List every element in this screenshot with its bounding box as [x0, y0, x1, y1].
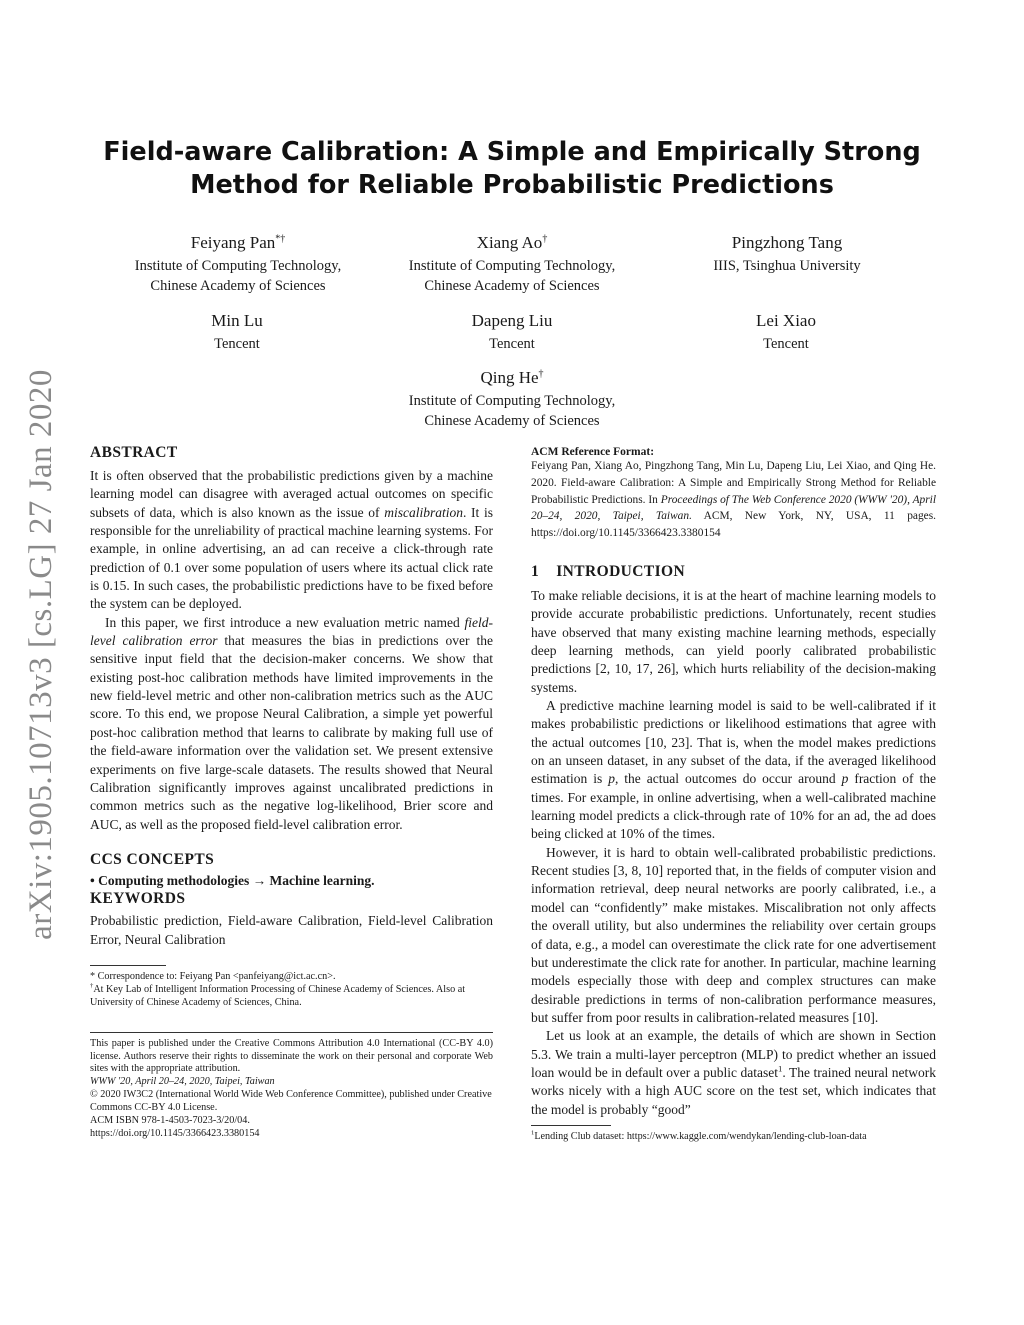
intro-paragraph: A predictive machine learning model is said to be well-calibrated if it makes probabilistic predictions or likelihood estimations that agree with the actual outcomes [10, 23]. That is, when the model makes predictions on an unseen dataset, in any subset of the data, if the averaged likelihood estimation is p, the actual outcomes do occur around p fraction of the times. For example, in online advertising, when a well-calibrated machine learning model predicts a click-through rate of 10% for an ad, the ad does being clicked at 10% of the times. [531, 698, 936, 842]
isbn-line: ACM ISBN 978-1-4503-7023-3/20/04. [90, 1115, 250, 1127]
author-name: Xiang Ao† [476, 233, 548, 252]
author-block [98, 232, 378, 296]
title-line-2: Method for Reliable Probabilistic Predictions [190, 170, 834, 200]
author-block [372, 232, 652, 296]
introduction-heading: 1 INTRODUCTION [531, 562, 686, 580]
right-column [531, 446, 936, 1144]
license-block [90, 1038, 493, 1141]
paper-title [100, 136, 924, 202]
abstract-paragraph: In this paper, we first introduce a new evaluation metric named field-level calibration error that measures the bias in predictions over the sensitive input field that the decision-maker concerns. We show that existing post-hoc calibration methods have limited improvements in the new field-level metric and other non-calibration metrics such as the AUC score. To this end, we propose Neural Calibration, a simple yet powerful post-hoc calibration method that learns to calibrate by making full use of the field-aware information over the validation set. We present extensive experiments on five large-scale datasets. The results showed that Neural Calibration significantly improves against uncalibrated predictions in common metrics such as the negative log-likelihood, Brier score and AUC, as well as the proposed field-level calibration error. [90, 614, 493, 832]
author-name: Dapeng Liu [471, 311, 553, 330]
acm-reference-heading: ACM Reference Format: [531, 446, 655, 458]
keywords-heading: KEYWORDS [90, 890, 186, 908]
author-affiliation: Chinese Academy of Sciences [150, 278, 326, 294]
author-affiliation: Chinese Academy of Sciences [424, 278, 600, 294]
ccs-text: • Computing methodologies → Machine learning. [90, 872, 375, 888]
intro-paragraph: Let us look at an example, the details of which are shown in Section 5.3. We train a multi-layer perceptron (MLP) to predict whether an issued loan would be in default over a public dataset$^1$. The trained neural network works nicely with a high AUC score on the test set, which indicates that the model is probably “good” [531, 1028, 936, 1117]
author-affiliation: Institute of Computing Technology, [134, 258, 342, 274]
abstract-paragraph: It is often observed that the probabilistic predictions given by a machine learning model can disagree with averaged actual outcomes on specific subsets of data, which is also known as the issue of miscalibration. It is responsible for the unreliability of practical machine learning systems. For example, in online advertising, an ad can receive a click-through rate prediction of 0.1 over some population of users where its actual click rate is 0.15. In such cases, the probabilistic predictions have to be fixed before the system can be deployed. [90, 468, 493, 612]
author-block [372, 367, 652, 431]
author-block [97, 310, 377, 354]
author-affiliation: Tencent [763, 336, 809, 352]
arxiv-stamp-text: arXiv:1905.10713v3 [cs.LG] 27 Jan 2020 [22, 369, 59, 940]
author-affiliation: Chinese Academy of Sciences [424, 413, 600, 429]
author-affiliation: Institute of Computing Technology, [408, 393, 616, 409]
author-affiliation: Institute of Computing Technology, [408, 258, 616, 274]
keywords-text: Probabilistic prediction, Field-aware Calibration, Field-level Calibration Error, Neural Calibration [90, 913, 493, 947]
author-affiliation: Tencent [489, 336, 535, 352]
license-rule [90, 1032, 493, 1033]
intro-paragraph: However, it is hard to obtain well-calibrated probabilistic predictions. Recent studies [3, 8, 10] reported that, in the fields of computer vision and information retrieval, deep neural networks are poorly calibrated, i.e., a model can “confidently” make mistakes. Miscalibration not only affects the overall utility, but also undermines the reliability over certain groups of data, e.g., a model can overestimate the click rate for one advertisement but underestimate the click rate for another. In particular, machine learning models especially those with deep and complex structures can make desirable predictions in terms of non-calibration performance measures, but suffer from poor results in calibration-related measures [10]. [531, 844, 936, 1025]
author-name: Pingzhong Tang [731, 233, 843, 252]
footnote: †At Key Lab of Intelligent Information Processing of Chinese Academy of Sciences. Also at University of Chinese Academy of Sciences, China. [90, 982, 466, 1008]
abstract-heading: ABSTRACT [90, 444, 178, 461]
author-name: Qing He† [480, 368, 544, 387]
left-column [90, 444, 493, 1141]
author-name: Lei Xiao [756, 311, 816, 330]
author-block [372, 310, 652, 354]
ccs-heading: CCS CONCEPTS [90, 850, 215, 868]
arxiv-stamp [20, 362, 62, 947]
footnote: $^1$Lending Club dataset: https://www.kaggle.com/wendykan/lending-club-loan-data [531, 1129, 867, 1142]
author-affiliation: IIIS, Tsinghua University [713, 258, 861, 274]
footnote: * Correspondence to: Feiyang Pan <panfeiyang@ict.ac.cn>. [90, 970, 336, 982]
doi-line: https://doi.org/10.1145/3366423.3380154 [90, 1127, 260, 1139]
author-name: Min Lu [211, 311, 263, 330]
license-text: This paper is published under the Creative Commons Attribution 4.0 International (CC-BY 4.0) license. Authors reserve their rights to disseminate the work on their personal and corporate Web sites with the appropriate attribution. [90, 1037, 493, 1075]
author-block [646, 310, 926, 354]
author-name: Feiyang Pan*† [190, 233, 286, 252]
title-line-1: Field-aware Calibration: A Simple and Empirically Strong [103, 137, 921, 167]
author-affiliation: Tencent [214, 336, 260, 352]
conference-line: WWW '20, April 20–24, 2020, Taipei, Taiwan [90, 1076, 275, 1088]
intro-paragraph: To make reliable decisions, it is at the heart of machine learning models to provide accurate probabilistic predictions. Unfortunately, recent studies have observed that many existing machine learning methods, especially deep learning methods, can yield poorly calibrated probabilistic predictions [2, 10, 17, 26], which hurts reliability of the decision-making systems. [531, 587, 936, 695]
footnote-rule [531, 1125, 611, 1126]
acm-reference-text: Feiyang Pan, Xiang Ao, Pingzhong Tang, Min Lu, Dapeng Liu, Lei Xiao, and Qing He. 2020. Field-aware Calibration: A Simple and Empirically Strong Method for Reliable Probabilistic Predictions. In Proceedings of The Web Conference 2020 (WWW '20), April 20–24, 2020, Taipei, Taiwan. ACM, New York, NY, USA, 11 pages. https://doi.org/10.1145/3366423.3380154 [531, 460, 936, 540]
copyright-line: © 2020 IW3C2 (International World Wide Web Conference Committee), published under Creative Commons CC-BY 4.0 License. [90, 1089, 492, 1114]
author-block [647, 232, 927, 276]
footnote-rule [90, 965, 166, 966]
